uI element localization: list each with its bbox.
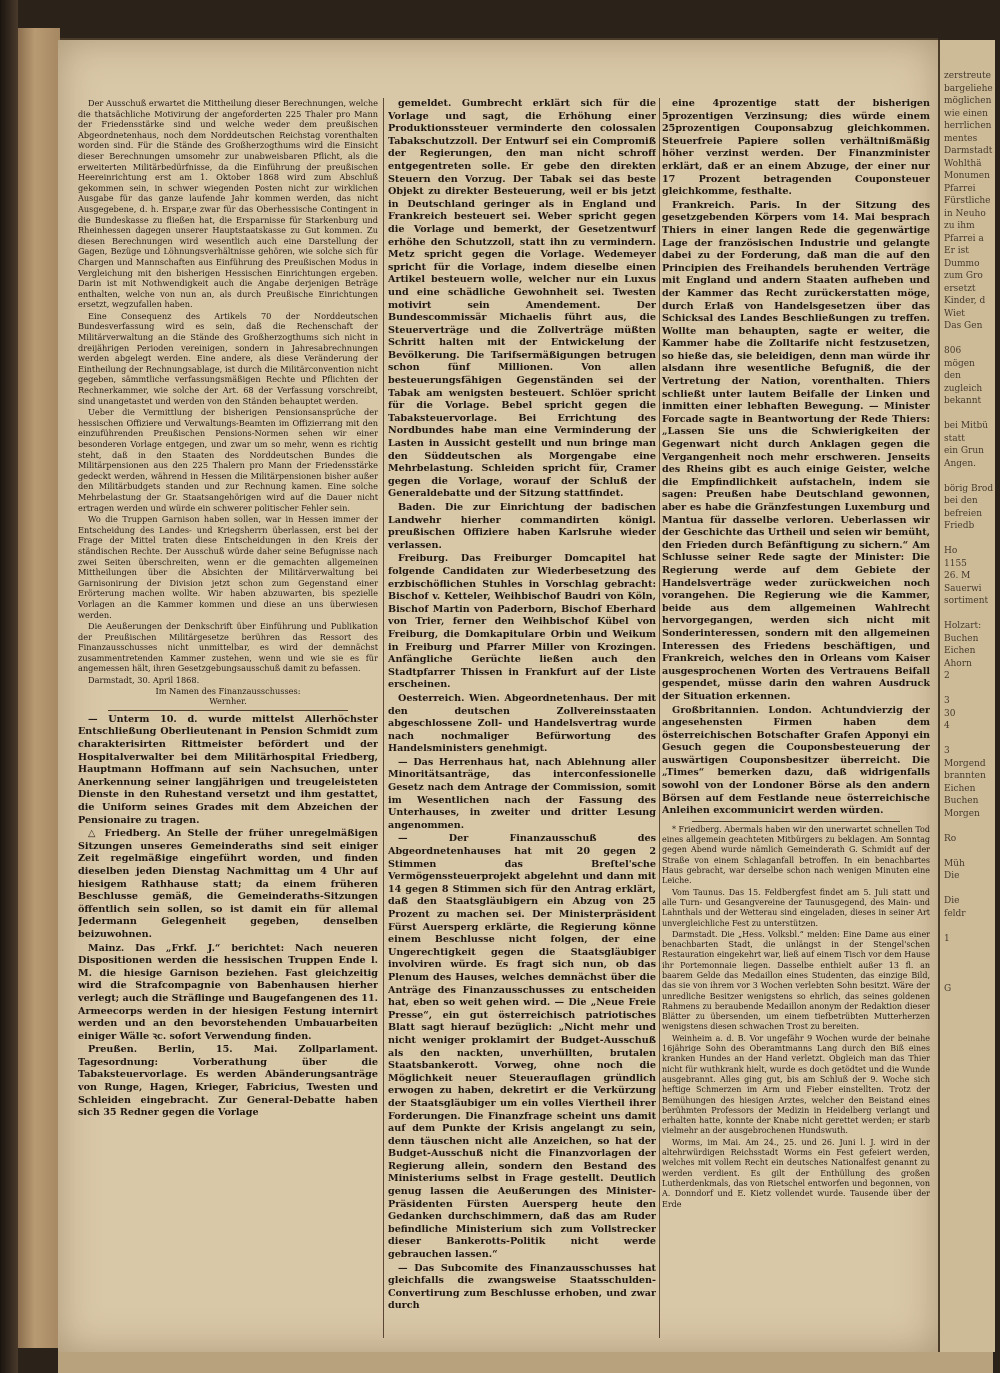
paragraph: Eine Consequenz des Artikels 70 der Norddeutschen Bundesverfassung wird es sein, daß die Rechenschaft der Militärverwaltung an die Stände des Großherzogthums sich nicht in dreijährigen Perioden vereinigen, sondern in Jahresabrechnungen werden abgelegt werden. Eine andere, als diese Veränderung der Eintheilung der Rechnungsablage, ist durch die Militärconvention nicht gegeben, sämmtliche verfassungsmäßigen Rechte und Pflichten der Rechnerkammer, wie solche der Art. 68 der Verfassung vorschreibt, sind unangetastet und werden von den Ständen behauptet werden. — [78, 310, 378, 406]
top-rule — [60, 38, 938, 40]
paragraph: Die Aeußerungen der Denkschrift über Einführung und Publikation der Preußischen Militärgesetze berühren das Ressort des Finanzausschusses nicht unmittelbar, es wird der demnächst zusammentretenden Kammer zustehen, wenn und wie sie es für angemessen hält, ihren Gesetzgebungsausschuß damit zu befassen. — [78, 621, 378, 674]
paragraph: Worms, im Mai. Am 24., 25. und 26. Juni l. J. wird in der altehrwürdigen Reichsstadt Worms ein Fest gefeiert werden, welches mit vollem Recht ein deutsches Nationalfest genannt zu werden verdient. Es gilt der Enthüllung des großen Lutherdenkmals, das von Rietschel entworfen und begonnen, von A. Donndorf und E. Kietz vollendet wurde. Tausende über der Erde — [662, 1137, 930, 1209]
paragraph: Vom Taunus. Das 15. Feldbergfest findet am 5. Juli statt und alle Turn- und Gesangvereine der Taunusgegend, des Main- und Lahnthals und der Wetterau sind eingeladen, dieses in seiner Art unvergleichliche Fest zu unterstützen. — [662, 887, 930, 928]
paragraph: Darmstadt. Die „Hess. Volksbl.“ melden: Eine Dame aus einer benachbarten Stadt, die unlängst in der Stengel'schen Restauration eingekehrt war, ließ auf einem Tisch vor dem Hause ihr Portemonnaie liegen. Dasselbe enthielt außer 13 fl. an baarem Gelde das Medaillon eines Studenten, das einzige Bild, das sie von ihrem vor 3 Wochen verlebten Sohn besitzt. Wäre der unredliche Besitzer wenigstens so ehrlich, das seines goldenen Rahmens zu beraubende Medaillon anonym der Redaktion dieser Blätter zu übersenden, um einem tiefbetrübten Mutterherzen wenigstens diesen schwachen Trost zu bereiten. — [662, 929, 930, 1032]
signature-line: Im Namen des Finanzausschusses: — [155, 685, 301, 696]
paragraph: Weinheim a. d. B. Vor ungefähr 9 Wochen wurde der beinahe 16jährige Sohn des Oberamtmanns Lang durch den Biß eines kranken Hundes an der Hand verletzt. Obgleich man das Thier nicht für wuthkrank hielt, wurde es doch getödtet und die Wunde ausgebrannt. Alles ging gut, bis am Schluß der 9. Woche sich heftige Schmerzen im Arm und Fieber einstellten. Trotz der Bemühungen des hiesigen Arztes, welcher den Beistand eines berühmten Professors der Medizin in Heidelberg verlangt und erhalten hatte, konnte der Knabe nicht gerettet werden; er starb vielmehr an der ausgebrochenen Hundswuth. — [662, 1033, 930, 1136]
adjacent-page-text: zerstreute bargeliehe möglichen wie einen herrlichen mentes Darmstadt Wohlthä Monumen Pfarrei Fürstliche in Neuho zu ihm Pfarrei a Er ist Dummo zum Gro ersetzt Kinder, d Wiet Das Gen 806 mögen den zugleich bekannt bei Mitbü statt ein Grun Angen. börig Brod bei den befreien Friedb Ho 1155 26. M Sauerwi sortiment Holzart: Buchen Eichen Ahorn 2 3 30 4 3 Morgend brannten Eichen Buchen Morgen Ro Müh Die Die feldr 1 G — [944, 71, 994, 994]
paragraph: Mainz. Das „Frkf. J.“ berichtet: Nach neueren Dispositionen werden die hessischen Truppen Ende l. M. die hiesige Garnison beziehen. Fast gleichzeitig wird die Strafcompagnie von Babenhausen hierher verlegt; auch die Sträflinge und Baugefangenen des 11. Armeecorps werden in der hiesigen Festung internirt werden und an den bevorstehenden Umbauarbeiten einiger Wälle ꝛc. sofort Verwendung finden. — [78, 942, 378, 1042]
column-3 — [662, 98, 930, 1346]
column-2 — [388, 98, 656, 1346]
dateline: Darmstadt, 30. April 1868. — [88, 675, 200, 686]
page-stack-edge — [18, 28, 60, 1348]
column-separator — [383, 98, 384, 1338]
signature-name: Wernher. — [209, 696, 247, 707]
paragraph: gemeldet. Gumbrecht erklärt sich für die Vorlage und sagt, die Erhöhung einer Produktionssteuer verminderte den colossalen Tabakschutzzoll. Der Entwurf sei ein Compromiß der Regierungen, den man nicht schroff entgegentreten solle. Er gebe den direkten Steuern den Vorzug. Der Tabak sei das beste Objekt zu direkter Besteuerung, weil er bis jetzt in Deutschland geringer als in England und Frankreich besteuert sei. Weber spricht gegen die Vorlage und bemerkt, der Gesetzentwurf erhöhe den Schutzzoll, statt ihn zu vermindern. Metz spricht gegen die Vorlage. Wedemeyer spricht für die Vorlage, indem dieselbe einen Artikel besteuern wolle, welcher nur ein Luxus und eine schädliche Gewohnheit sei. Twesten motivirt sein Amendement. Der Bundescommissär Michaelis führt aus, die Steuerverträge und die Zollverträge müßten Schritt halten mit der Entwickelung der Bevölkerung. Die Tarifsermäßigungen betrugen schon fünf Millionen. Von allen besteuerungsfähigen Gegenständen sei der Tabak am wenigsten besteuert. Schlöer spricht für die Vorlage. Bebel spricht gegen die Tabaksteuervorlage. Bei Errichtung des Nordbundes habe man eine Verminderung der Lasten in Aussicht gestellt und nun bringe man den Süddeutschen als Morgengabe eine Mehrbelastung. Schleiden spricht für, Cramer gegen die Vorlage, worauf der Schluß der Generaldebatte und der Sitzung stattfindet. — [388, 98, 656, 500]
paragraph: Wo die Truppen Garnison haben sollen, war in Hessen immer der Entscheidung des Landes- und Kriegsherrn überlassen, erst bei der Frage der Mittel traten diese Entscheidungen in den Kreis der ständischen Rechte. Der Ausschuß würde daher seine Befugnisse nach zwei Seiten überschreiten, wenn er die gemachten allgemeinen Mittheilungen über die Absichten der Militärverwaltung bei Garnisonirung der Division jetzt schon zum Gegenstand einer Erörterung machen wollte. Wir haben abzuwarten, bis spezielle Vorlagen an die Kammer kommen und diese an uns überwiesen werden. — [78, 514, 378, 620]
paragraph: Der Ausschuß erwartet die Mittheilung dieser Berechnungen, welche die thatsächliche Motivirung der angeforderten 225 Thaler pro Mann der Friedensstärke sind und welche weder dem preußischen Abgeordnetenhaus, noch dem Norddeutschen Reichstag vorenthalten worden sind. Für die Stände des Großherzogthums wird die Einsicht dieser Berechnungen umsomehr zur unabweisbaren Pflicht, als die erweiterten Militärbedürfnisse, da die Einführung der preußischen Heereinrichtung erst am 1. Oktober 1868 wird zum Abschluß gekommen sein, in schwer wiegenden Posten nicht zur wirklichen Ausgabe für das ganze laufende Jahr kommen werden, das nicht Ausgegebene, d. h. Erspar,e zwar für das Oberhessische Contingent in die Bundeskasse zu fließen hat, die Ersparnisse für Starkenburg und Rheinhessen dagegen unserer Hauptstaatskasse zu Gut kommen. Zu diesen Berechnungen wird wesentlich auch eine Darstellung der Gagen, Bezüge und Löhnungsverhältnisse gehören, wie solche sich für Chargen und Mannschaften aus Einführung des Preußischen Modus in Vergleichung mit den bisherigen Hessischen Einrichtungen ergeben. Darin ist mit Nothwendigkeit auch die Angabe derjenigen Beträge enthalten, welche von nun an, als durch Preußische Einrichtungen ersetzt, wegzufallen haben. — [78, 98, 378, 310]
adjacent-page-fragment — [938, 40, 995, 1352]
column-1 — [78, 98, 378, 1346]
paragraph: △ Friedberg. An Stelle der früher unregelmäßigen Sitzungen unseres Gemeinderaths sind seit einiger Zeit regelmäßige eingeführt worden, und finden dieselben jeden Dienstag Nachmittag um 4 Uhr auf hiesigem Rathhause statt; da einem früheren Beschlusse gemäß, die Gemeinderaths-Sitzungen öffentlich sein sollen, so ist damit ein für allemal Jedermann Gelegenheit gegeben, denselben beizuwohnen. — [78, 828, 378, 940]
divider — [692, 821, 900, 822]
book-edge — [0, 0, 18, 1373]
paragraph: — Der Finanzausschuß des Abgeordnetenhauses hat mit 20 gegen 2 Stimmen das Breſtel'sche Vermögenssteuerprojekt abgelehnt und dann mit 14 gegen 8 Stimmen sich für den Antrag erklärt, daß den Staatsgläubigern ein Abzug von 25 Prozent zu machen sei. Der Ministerpräsident Fürst Auersperg erklärte, die Regierung könne einem Beschlusse nicht folgen, der eine Ungerechtigkeit gegen die Staatsgläubiger involviren würde. Es fragt sich nun, ob das Plenum des Hauses, welches demnächst über die Anträge des Finanzausschusses zu entscheiden hat, eben so weit gehen wird. — Die „Neue Freie Presse“, ein gut österreichisch patriotisches Blatt sagt hierauf bezüglich: „Nicht mehr und nicht weniger proklamirt der Budget-Ausschuß als den nackten, unverhüllten, brutalen Staatsbankerott. Vorweg, ohne noch die Möglichkeit neuer Steuerauflagen gründlich erwogen zu haben, dekretirt er die Verkürzung der Staatsgläubiger um ein volles Viertheil ihrer Forderungen. Die Finanzfrage scheint uns damit auf dem Punkte der Krisis angelangt zu sein, denn täuschen nicht alle Anzeichen, so hat der Budget-Ausschuß nicht die Finanzvorlagen der Regierung allein, sondern den Bestand des Ministeriums selbst in Frage gestellt. Deutlich genug lassen die Aeußerungen des Minister-Präsidenten Fürsten Auersperg heute den Gedanken durchschimmern, daß das am Ruder befindliche Ministerium sich zum Vollstrecker dieser Bankerotts-Politik nicht werde gebrauchen lassen.“ — [388, 833, 656, 1261]
column-separator — [659, 98, 660, 1338]
paragraph: Ueber die Vermittlung der bisherigen Pensionsansprüche der hessischen Offiziere und Verwaltungs-Beamten im Offizierrang mit den einzuführenden Preußischen Pensions-Normen sehen wir einer besonderen Vorlage entgegen, und zwar um so mehr, wenn es richtig steht, daß in den Staaten des Norddeutschen Bundes die Militärpensionen aus den 225 Thalern pro Mann der Friedensstärke gedeckt werden, während in Hessen die Militärpensionen bisher außer den Militärbudgets standen und zur Rechnung kamen. Eine solche Mehrbelastung der Gr. Staatsangehörigen wird auf die Dauer nicht ertragen werden und würde ein schwerer politischer Fehler sein. — [78, 407, 378, 513]
paragraph: — Das Herrenhaus hat, nach Ablehnung aller Minoritätsanträge, das interconfessionelle Gesetz nach dem Antrage der Commission, somit im Wesentlichen nach der Fassung des Unterhauses, in zweiter und dritter Lesung angenommen. — [388, 756, 656, 831]
paragraph: Freiburg. Das Freiburger Domcapitel hat folgende Candidaten zur Wiederbesetzung des erzbischöflichen Stuhles in Vorschlag gebracht: Bischof v. Ketteler, Weihbischof Baudri von Köln, Bischof Martin von Paderborn, Bischof Eberhard von Trier, ferner den Weihbischof Kübel von Freiburg, die Domkapitulare Orbin und Weikum in Freiburg und Pfarrer Miller von Krozingen. Anfängliche Gerüchte ließen auch den Stadtpfarrer Thissen in Frankfurt auf der Liste erscheinen. — [388, 553, 656, 691]
bottom-edge — [58, 1352, 993, 1373]
paragraph: Baden. Die zur Einrichtung der badischen Landwehr hierher commandirten königl. preußischen Offiziere haben Karlsruhe wieder verlassen. — [388, 502, 656, 551]
paragraph: eine 4prozentige statt der bisherigen 5prozentigen Verzinsung; dies würde einem 25prozentigen Couponsabzug gleichkommen. Steuerfreie Papiere sollen verhältnißmäßig höher verzinst werden. Der Finanzminister erklärt, daß er an einem Abzuge, der einer nur 17 Prozent betragenden Couponsteuer gleichkomme, festhalte. — [662, 98, 930, 198]
divider — [108, 710, 348, 711]
paragraph: Oesterreich. Wien. Abgeordnetenhaus. Der mit den deutschen Zollvereinsstaaten abgeschlossene Zoll- und Handelsvertrag wurde nach nochmaliger Befürwortung des Handelsministers genehmigt. — [388, 692, 656, 755]
paragraph: — Das Subcomite des Finanzausschusses hat gleichfalls die zwangsweise Staatsschulden-Convertirung zum Beschlusse erhoben, und zwar durch — [388, 1262, 656, 1312]
paragraph: Großbritannien. London. Achtundvierzig der angesehensten Firmen haben dem österreichischen Botschafter Grafen Apponyi ein Gesuch gegen die Couponsbesteuerung der auswärtigen Couponsbesitzer überreicht. Die „Times“ bemerken dazu, daß widrigenfalls sowohl von der Londoner Börse als den andern Börsen auf dem Festlande neue österreichische Anleihen excommunicirt werden würden. — [662, 704, 930, 817]
paragraph: Preußen. Berlin, 15. Mai. Zollparlament. Tagesordnung: Vorberathung über die Tabaksteuervorlage. Es werden Abänderungsanträge von Runge, Hagen, Krieger, Fabricius, Twesten und Schleiden eingebracht. Zur General-Debatte haben sich 35 Redner gegen die Vorlage — [78, 1044, 378, 1119]
paragraph: Frankreich. Paris. In der Sitzung des gesetzgebenden Körpers vom 14. Mai besprach Thiers in einer langen Rede die gegenwärtige Lage der französischen Industrie und gelangte dabei zu der Forderung, daß man die auf den Principien des Freihandels beruhenden Verträge mit England und andern Staaten aufheben und der Kammer das Recht zurückerstatten möge, durch Erlaß von Handelsgesetzen über das Schicksal des Landes Beschließungen zu treffen. Wollte man behaupten, sagte er weiter, die Kammer habe die Zolltarife nicht festzusetzen, so hieße das, sie beleidigen, denn man würde ihr alsdann ihre wesentliche Befugniß, die der Vertretung der Nation, vorenthalten. Thiers schließt unter lautem Beifalle der Linken und inmitten einer lebhaften Bewegung. — Minister Forcade sagte in Beantwortung der Rede Thiers: „Lassen Sie uns die Schwierigkeiten der Gegenwart nicht durch Anklagen gegen die Vergangenheit noch mehr erschweren. Jenseits des Rheins gibt es auch einige Geister, welche die Empfindlichkeit aufstacheln, indem sie sagen: Preußen habe Deutschland gewonnen, aber es habe die Gränzfestungen Luxemburg und Mantua für dasselbe verloren. Ueberlassen wir der Geschichte das Urtheil und seien wir bemüht, den Frieden durch Befänftigung zu sichern.“ Am Schlusse seiner Rede sagte der Minister: Die Regierung werde auf dem Gebiete der Handelsverträge weder zurückweichen noch vorangehen. Die Regierung wie die Kammer, beide aus dem allgemeinen Wahlrecht hervorgegangen, werden sich nicht mit Sonderinteressen, sondern mit den allgemeinen Interessen des Friedens beschäftigen, und Frankreich, welches den in Orleans vom Kaiser ausgesprochenen Worten des Vertrauens Beifall gespendet, müsse darin den wahren Ausdruck der Situation erkennen. — [662, 199, 930, 702]
paragraph: * Friedberg. Abermals haben wir den unerwartet schnellen Tod eines allgemein geachteten Mitbürgers zu beklagen. Am Sonntag gegen Abend wurde nämlich Gemeinderath G. Schmidt auf der Straße von einem Schlaganfall betroffen. In ein benachbartes Haus gebracht, war derselbe schon nach wenigen Minuten eine Leiche. — [662, 824, 930, 886]
paragraph: — Unterm 10. d. wurde mittelst Allerhöchster Entschließung Oberlieutenant in Pension Schmidt zum charakterisirten Rittmeister befördert und der Hospitalverwalter bei dem Militärhospital Friedberg, Hauptmann Hoffmann auf sein Nachsuchen, unter Anerkennung seiner langjährigen und treugeleisteten Dienste in den Ruhestand versetzt und ihm gestattet, die Uniform seines Grades mit dem Abzeichen der Pensionaire zu tragen. — [78, 713, 378, 826]
